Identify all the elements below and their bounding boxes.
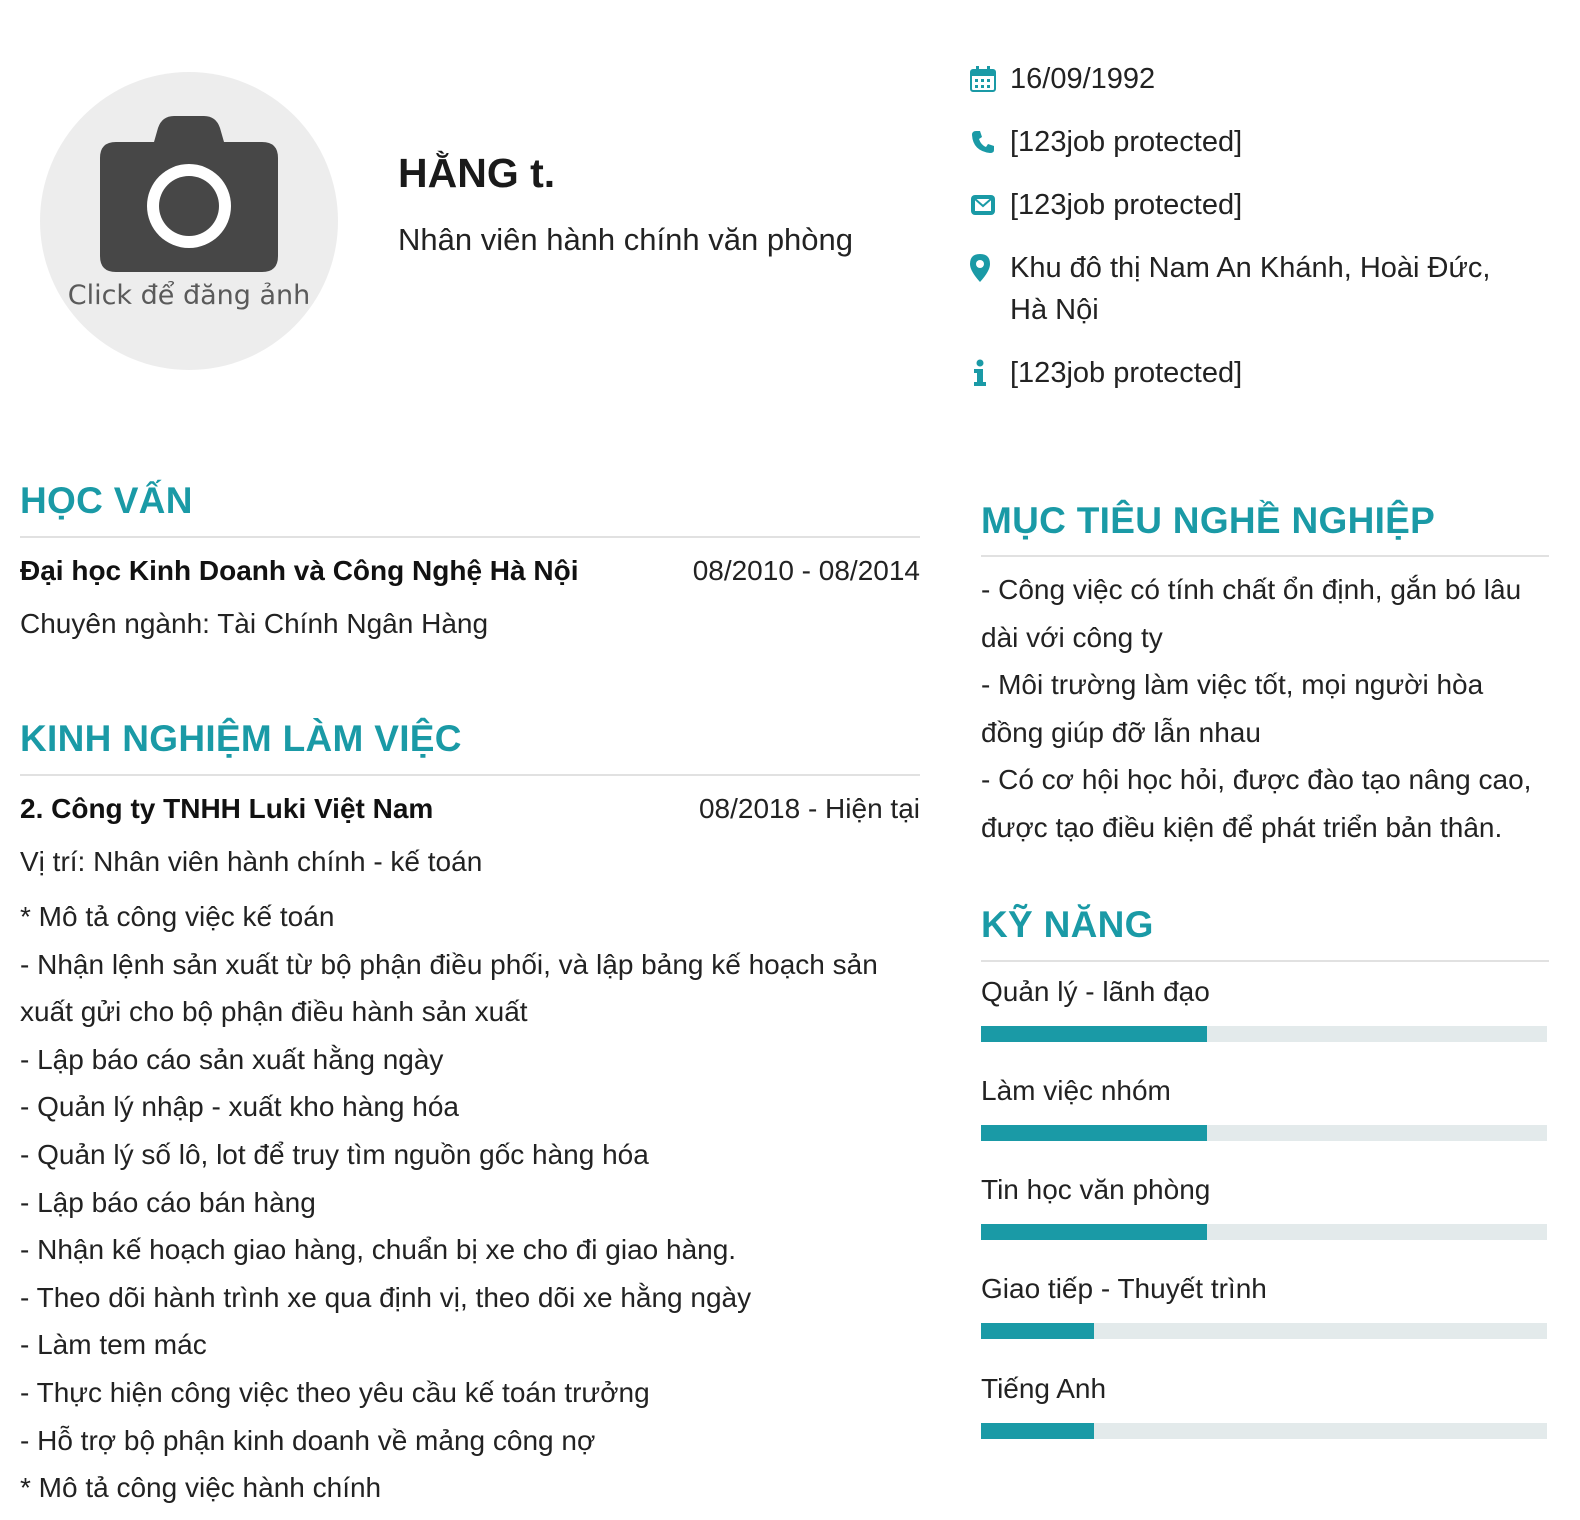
objective-line: - Có cơ hội học hỏi, được đào tạo nâng cao, được tạo điều kiện để phát triển bản thân. <box>981 764 1532 843</box>
map-pin-icon <box>970 247 1010 289</box>
experience-line: * Mô tả công việc kế toán <box>20 901 335 932</box>
experience-line: - Nhận kế hoạch giao hàng, chuẩn bị xe cho đi giao hàng. <box>20 1234 737 1266</box>
skill-bar <box>981 1026 1547 1042</box>
education-major: Chuyên ngành: Tài Chính Ngân Hàng <box>20 608 489 639</box>
skill-bar-fill <box>981 1323 1094 1339</box>
experience-period: 08/2018 - Hiện tại <box>698 793 920 824</box>
calendar-icon <box>970 58 1010 100</box>
education-period: 08/2010 - 08/2014 <box>692 555 920 586</box>
objective-text <box>981 566 1551 852</box>
phone-icon <box>970 121 1010 163</box>
experience-line: - Quản lý nhập - xuất kho hàng hóa <box>20 1091 459 1123</box>
skills-heading: KỸ NĂNG <box>981 904 1154 945</box>
info-icon <box>970 352 1010 394</box>
objective-line: - Công việc có tính chất ổn định, gắn bó lâu dài với công ty <box>981 574 1522 653</box>
experience-line: - Lập báo cáo sản xuất hằng ngày <box>20 1043 444 1075</box>
profile-photo-upload[interactable] <box>40 72 338 370</box>
experience-divider <box>20 774 920 776</box>
skill-bar-fill <box>981 1026 1207 1042</box>
skill-name: Quản lý - lãnh đạo <box>981 976 1210 1007</box>
skills-divider <box>981 960 1549 962</box>
skill-bar <box>981 1125 1547 1141</box>
experience-line: - Nhận lệnh sản xuất từ bộ phận điều phối, và lập bảng kế hoạch sản xuất gửi cho bộ phận điều hành sản xuất <box>20 948 878 1028</box>
skill-name: Giao tiếp - Thuyết trình <box>981 1273 1267 1304</box>
company-name: 2. Công ty TNHH Luki Việt Nam <box>20 793 434 824</box>
contact-birthday <box>970 58 1530 100</box>
contact-email <box>970 184 1530 226</box>
birthday-value: 16/09/1992 <box>1010 63 1156 95</box>
experience-line: - Theo dõi hành trình xe qua định vị, theo dõi xe hằng ngày <box>20 1281 752 1313</box>
skill-bar <box>981 1224 1547 1240</box>
experience-entry-header <box>20 793 920 825</box>
photo-upload-label: Click để đăng ảnh <box>67 280 311 311</box>
experience-line: * Mô tả công việc hành chính <box>20 1472 382 1504</box>
skill-bar-fill <box>981 1125 1207 1141</box>
objective-divider <box>981 555 1549 557</box>
experience-description <box>20 893 930 1512</box>
envelope-icon <box>970 184 1010 226</box>
experience-line: - Hỗ trợ bộ phận kinh doanh về mảng công nợ <box>20 1424 596 1456</box>
email-value: [123job protected] <box>1010 189 1243 221</box>
contact-address <box>970 247 1530 331</box>
address-value: Khu đô thị Nam An Khánh, Hoài Đức, Hà Nội <box>1010 252 1491 326</box>
education-entry-header <box>20 555 920 587</box>
experience-line: - Thực hiện công việc theo yêu cầu kế toán trưởng <box>20 1376 650 1408</box>
objective-line: - Môi trường làm việc tốt, mọi người hòa đồng giúp đỡ lẫn nhau <box>981 669 1484 748</box>
skill-bar <box>981 1323 1547 1339</box>
phone-value: [123job protected] <box>1010 126 1243 158</box>
info-value: [123job protected] <box>1010 357 1243 389</box>
experience-line: - Quản lý số lô, lot để truy tìm nguồn gốc hàng hóa <box>20 1138 649 1170</box>
school-name: Đại học Kinh Doanh và Công Nghệ Hà Nội <box>20 555 579 586</box>
skill-name: Tin học văn phòng <box>981 1174 1211 1205</box>
objective-heading: MỤC TIÊU NGHỀ NGHIỆP <box>981 500 1436 541</box>
experience-line: - Lập báo cáo bán hàng <box>20 1186 316 1218</box>
contact-info <box>970 58 1530 415</box>
experience-position: Vị trí: Nhân viên hành chính - kế toán <box>20 846 483 877</box>
education-heading: HỌC VẤN <box>20 480 193 521</box>
camera-icon <box>100 116 278 272</box>
candidate-title: Nhân viên hành chính văn phòng <box>398 222 854 257</box>
skill-name: Tiếng Anh <box>981 1373 1107 1404</box>
skill-bar-fill <box>981 1423 1094 1439</box>
education-divider <box>20 536 920 538</box>
contact-info-extra <box>970 352 1530 394</box>
candidate-name: HẰNG t. <box>398 150 556 196</box>
contact-phone <box>970 121 1530 163</box>
experience-line: - Làm tem mác <box>20 1329 207 1361</box>
skill-bar <box>981 1423 1547 1439</box>
skill-name: Làm việc nhóm <box>981 1075 1171 1106</box>
skill-bar-fill <box>981 1224 1207 1240</box>
experience-heading: KINH NGHIỆM LÀM VIỆC <box>20 718 462 759</box>
